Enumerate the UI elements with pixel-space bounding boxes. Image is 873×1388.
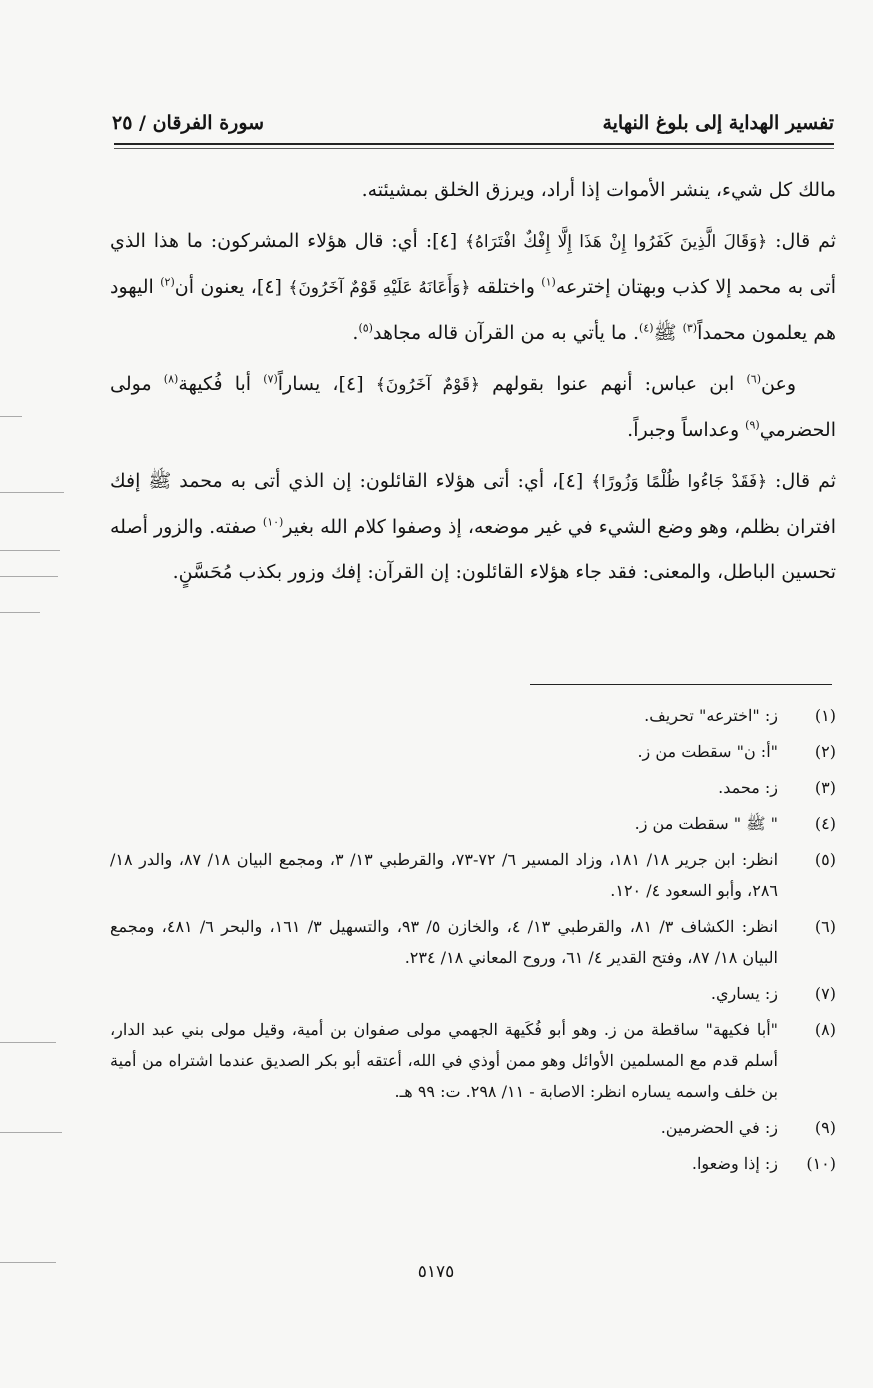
footnote-number: (٣): [814, 778, 836, 797]
footnote-ref[interactable]: (٣): [682, 321, 698, 335]
footnote-number: (٧): [814, 984, 836, 1003]
footnote: [110, 844, 836, 906]
footnote-number: (٩): [814, 1118, 836, 1137]
footnote: [110, 700, 836, 731]
footnote: [110, 808, 836, 839]
footnote-text: ز: إذا وضعوا.: [691, 1154, 778, 1173]
footnote: [110, 772, 836, 803]
header-rule: [114, 143, 834, 145]
text-run: أبا فُكيهة: [178, 373, 264, 395]
footnote-number: (١): [814, 706, 836, 725]
footnote-number: (٦): [814, 917, 836, 936]
footnote-ref[interactable]: (٦): [746, 372, 762, 386]
footnote-separator: [530, 684, 832, 685]
quran-verse: ﴿وَأَعَانَهُ عَلَيْهِ قَوْمٌ آخَرُونَ﴾: [288, 278, 471, 298]
text-run: ابن عباس: أنهم عنوا بقولهم: [479, 373, 747, 395]
text-run: [٤]، يعنون أن: [174, 276, 289, 298]
footnote-ref[interactable]: (٨): [163, 372, 179, 386]
text-run: ﷺ: [653, 322, 683, 344]
main-text: [110, 168, 836, 601]
paragraph-2: [110, 219, 836, 356]
footnote-text: ز: "اخترعه" تحريف.: [644, 706, 778, 725]
footnote-text: "أبا فكيهة" ساقطة من ز. وهو أبو فُكَيهة الجهمي مولى صفوان بن أمية، وقيل مولى بني عبد الدار، أسلم قدم مع المسلمين الأوائل وهو ممن أوذي في الله، أعتقه أبو بكر الصديق عندما اشتراه من أمية بن خلف واسمه يساره انظر: الاصابة - ١١/ ٢٩٨. ت: ٩٩ هـ.: [110, 1020, 778, 1101]
footnote-text: " ﷺ " سقطت من ز.: [634, 814, 778, 833]
footnote-text: ز: في الحضرمين.: [660, 1118, 778, 1137]
footnote-ref[interactable]: (٤): [639, 321, 654, 335]
text-run: [٤]، أي: أتى هؤلاء القائلون: إن الذي أتى به محمد ﷺ إفك افتران بظلم، وهو وضع الشيء في غير موضعه، إذ وصفوا كلام الله بغير: [110, 470, 836, 538]
page-number: ٥١٧٥: [417, 1262, 455, 1282]
text-run: اليهود هم يعلمون محمداً: [110, 276, 836, 344]
running-header: [112, 106, 834, 140]
text-run: [٤]: أي: قال هؤلاء المشركون: ما هذا الذي أتى به محمد إلا كذب وبهتان إخترعه: [110, 230, 837, 298]
header-rule-thin: [114, 148, 834, 149]
footnote: [110, 1014, 836, 1107]
scan-edge-marks: [0, 400, 80, 1300]
footnote: [110, 1112, 836, 1143]
quran-verse: ﴿وَقَالَ الَّذِينَ كَفَرُوا إِنْ هَذَا إِلَّا إِفْكٌ افْتَرَاهُ﴾: [465, 232, 768, 252]
surah-info: سورة الفرقان / ٢٥: [112, 112, 265, 134]
text-run: صفته. والزور أصله تحسين الباطل، والمعنى: فقد جاء هؤلاء القائلون: إن القرآن: إفك وزور بكذب مُحَسَّنٍ.: [110, 516, 836, 583]
footnotes: [110, 700, 836, 1184]
paragraph-4: [110, 459, 836, 595]
footnote-ref[interactable]: (٩): [745, 418, 760, 432]
footnote-ref[interactable]: (١): [541, 275, 556, 289]
text-run: وعداساً وجبراً.: [627, 419, 746, 441]
footnote-text: انظر: ابن جرير ١٨/ ١٨١، وزاد المسير ٦/ ٧٢-٧٣، والقرطبي ١٣/ ٣، ومجمع البيان ١٨/ ٨٧، والدر ١٨/ ٢٨٦، وأبو السعود ٤/ ١٢٠.: [110, 850, 779, 900]
footnote: [110, 1148, 836, 1179]
footnote-number: (٥): [814, 850, 836, 869]
footnote: [110, 978, 836, 1009]
text-run: مولى الحضرمي: [110, 373, 836, 441]
footnote-ref[interactable]: (٢): [160, 275, 175, 289]
paragraph-3: [110, 362, 836, 453]
text-run: ثم قال:: [767, 230, 837, 252]
footnote-number: (٢): [814, 742, 836, 761]
footnote-ref[interactable]: (١٠): [262, 515, 284, 529]
text-run: وعن: [761, 373, 796, 395]
footnote-number: (٨): [814, 1020, 836, 1039]
text-run: . ما يأتي به من القرآن قاله مجاهد: [372, 322, 640, 344]
footnote: [110, 736, 836, 767]
footnote-number: (٤): [814, 814, 836, 833]
footnote-ref[interactable]: (٥): [358, 321, 373, 335]
book-title: تفسير الهداية إلى بلوغ النهاية: [602, 112, 834, 134]
footnote-number: (١٠): [806, 1154, 836, 1173]
footnote-ref[interactable]: (٧): [263, 372, 278, 386]
footnote-text: "أ: ن" سقطت من ز.: [637, 742, 778, 761]
quran-verse: ﴿قَوْمٌ آخَرُونَ﴾: [375, 375, 480, 395]
paragraph-1: مالك كل شيء، ينشر الأموات إذا أراد، ويرزق الخلق بمشيئته.: [361, 179, 836, 201]
text-run: ثم قال:: [767, 470, 837, 492]
footnote: [110, 911, 836, 973]
footnote-text: ز: يساري.: [710, 984, 778, 1003]
text-run: [٤]، يساراً: [277, 373, 376, 395]
footnote-text: انظر: الكشاف ٣/ ٨١، والقرطبي ١٣/ ٤، والخازن ٥/ ٩٣، والتسهيل ٣/ ١٦١، والبحر ٦/ ٤٨١، ومجمع البيان ١٨/ ٨٧، وفتح القدير ٤/ ٦١، وروح المعاني ١٨/ ٢٣٤.: [110, 917, 779, 967]
quran-verse: ﴿فَقَدْ جَاءُوا ظُلْمًا وَزُورًا﴾: [591, 472, 768, 492]
text-run: واختلقه: [470, 276, 542, 298]
footnote-text: ز: محمد.: [718, 778, 778, 797]
text-run: .: [352, 322, 359, 344]
